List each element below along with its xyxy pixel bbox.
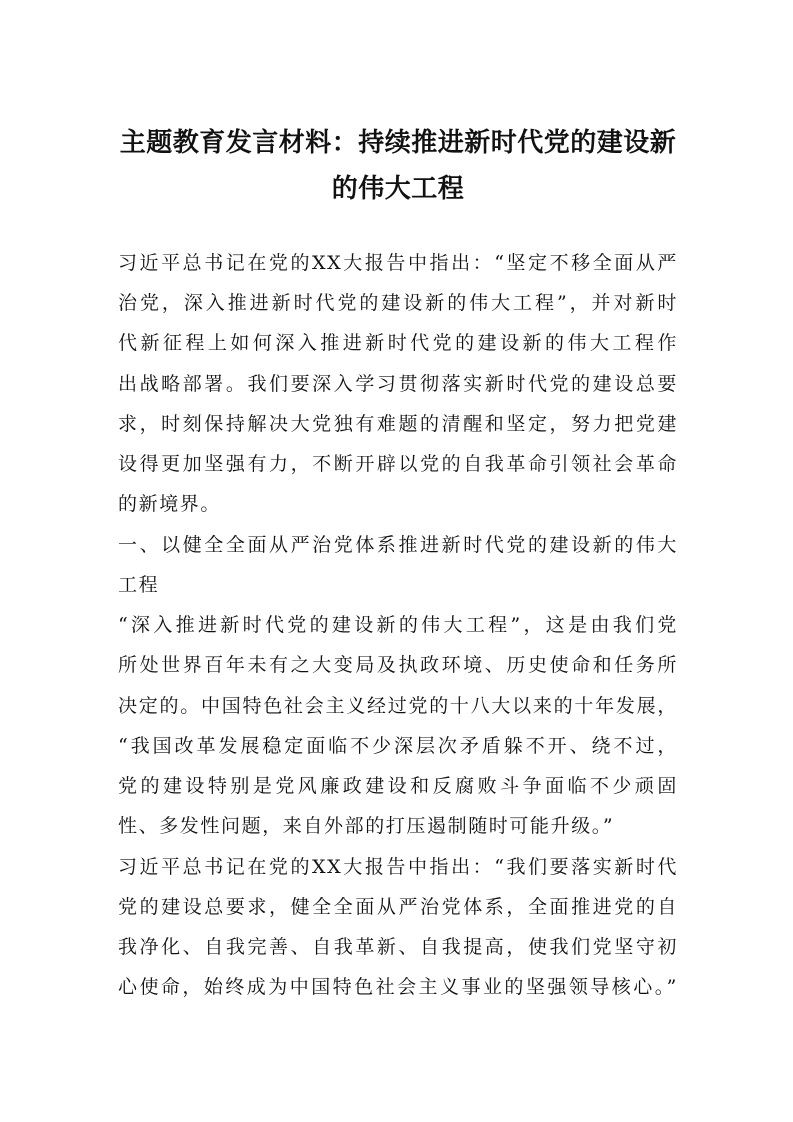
section-heading-line: 工程 <box>118 574 160 596</box>
body-line: 党的建设总要求，健全全面从严治党体系，全面推进党的自 <box>118 896 678 918</box>
body-line: “我国改革发展稳定面临不少深层次矛盾躲不开、绕不过， <box>118 735 678 757</box>
body-line: 治党，深入推进新时代党的建设新的伟大工程”，并对新时 <box>118 292 678 314</box>
body-line: 性、多发性问题，来自外部的打压遏制随时可能升级。” <box>118 815 615 837</box>
body-line: 决定的。中国特色社会主义经过党的十八大以来的十年发展， <box>118 695 678 717</box>
body-line: 我净化、自我完善、自我革新、自我提高，使我们党坚守初 <box>118 936 678 958</box>
body-line: 习近平总书记在党的XX大报告中指出：“坚定不移全面从严 <box>118 252 678 274</box>
body-line: 代新征程上如何深入推进新时代党的建设新的伟大工程作 <box>118 332 678 354</box>
body-line: “深入推进新时代党的建设新的伟大工程”，这是由我们党 <box>118 614 678 636</box>
body-line: 习近平总书记在党的XX大报告中指出：“我们要落实新时代 <box>118 856 678 878</box>
body-line: 党的建设特别是党风廉政建设和反腐败斗争面临不少顽固 <box>118 775 678 797</box>
body-line: 的新境界。 <box>118 493 222 515</box>
body-line: 心使命，始终成为中国特色社会主义事业的坚强领导核心。” <box>118 976 678 998</box>
body-line: 求，时刻保持解决大党独有难题的清醒和坚定，努力把党建 <box>118 413 678 435</box>
body-line: 设得更加坚强有力，不断开辟以党的自我革命引领社会革命 <box>118 453 678 475</box>
document-title: 主题教育发言材料：持续推进新时代党的建设新的伟大工程 <box>119 128 677 204</box>
section-heading-line: 一、以健全全面从严治党体系推进新时代党的建设新的伟大 <box>118 534 678 556</box>
body-line: 所处世界百年未有之大变局及执政环境、历史使命和任务所 <box>118 654 678 676</box>
body-line: 出战略部署。我们要深入学习贯彻落实新时代党的建设总要 <box>118 373 678 395</box>
